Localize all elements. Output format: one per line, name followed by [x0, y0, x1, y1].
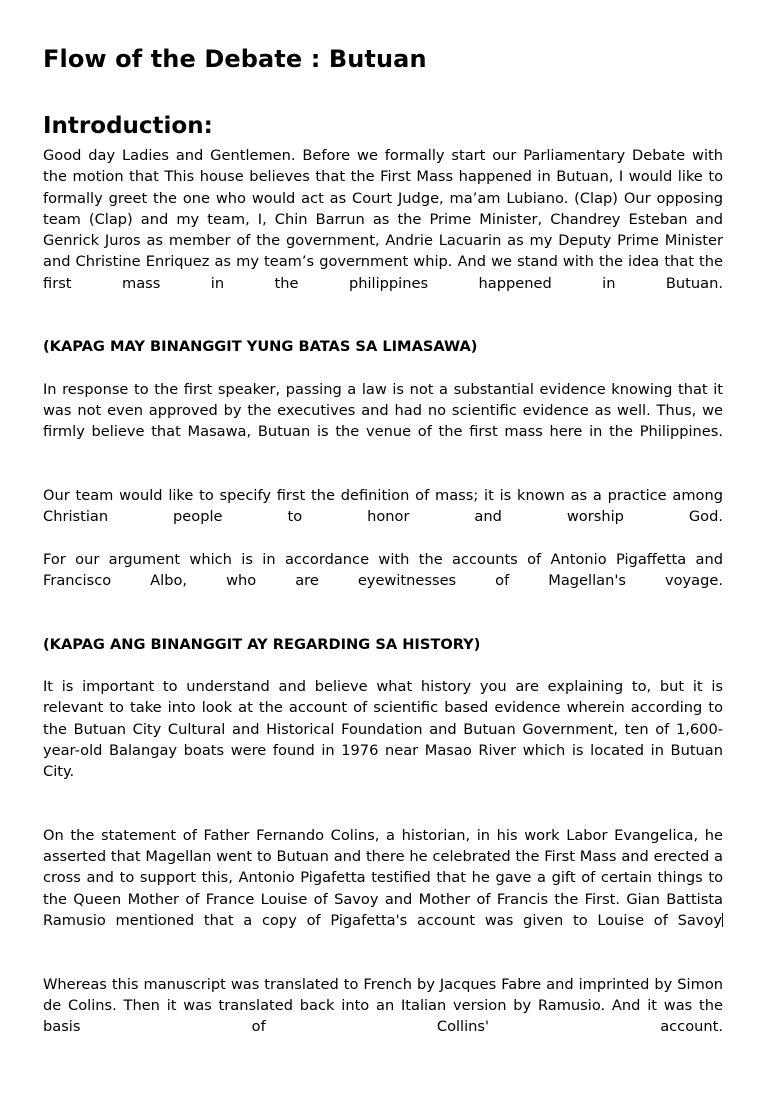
subheading-limasawa: (KAPAG MAY BINANGGIT YUNG BATAS SA LIMASAWA) [43, 338, 478, 356]
spacer [43, 804, 723, 825]
paragraph-definition-of-mass: Our team would like to specify first the definition of mass; it is known as a practice among Christian people to honor and worship God. [43, 486, 723, 526]
spacer [43, 358, 723, 379]
spacer [43, 315, 723, 336]
spacer [43, 953, 723, 974]
paragraph-fernando-colins-text: On the statement of Father Fernando Colins, a historian, in his work Labor Evangelica, he asserted that Magellan went to Butuan and there he celebrated the First Mass and erected a cross and to support this, Antonio Pigafetta testified that he gave a gift of certain things to the Queen Mother of France Louise of Savoy and Mother of Francis the First. Gian Battista Ramusio mentioned that a copy of Pigafetta's account was given to Louise of Savoy [43, 826, 723, 929]
paragraph-fernando-colins [43, 825, 723, 953]
paragraph-pigaffetta-albo: For our argument which is in accordance with the accounts of Antonio Pigaffetta and Francisco Albo, who are eyewitnesses of Magellan's voyage. [43, 550, 723, 590]
spacer [43, 655, 723, 676]
document-title: Flow of the Debate : Butuan [43, 45, 427, 73]
text-caret [722, 913, 723, 927]
spacer [43, 464, 723, 485]
paragraph-manuscript-translation: Whereas this manuscript was translated to French by Jacques Fabre and imprinted by Simon de Colins. Then it was translated back into an Italian version by Ramusio. And it was the basis of Collins' account. [43, 975, 723, 1036]
subheading-history: (KAPAG ANG BINANGGIT AY REGARDING SA HISTORY) [43, 635, 481, 653]
paragraph-response-first-speaker: In response to the first speaker, passing a law is not a substantial evidence knowing that it was not even approved by the executives and had no scientific evidence as well. Thus, we firmly believe that Masawa, Butuan is the venue of the first mass here in the Philippines. [43, 380, 723, 441]
spacer [43, 613, 723, 634]
paragraph-balangay-boats: It is important to understand and believe what history you are explaining to, but it is relevant to take into look at the account of scientific based evidence wherein according to the Butuan City Cultural and Historical Foundation and Butuan Government, ten of 1,600-year-old Balangay boats were found in 1976 near Masao River which is located in Butuan City. [43, 677, 723, 781]
paragraph-introduction: Good day Ladies and Gentlemen. Before we formally start our Parliamentary Debate with the motion that This house believes that the First Mass happened in Butuan, I would like to formally greet the one who would act as Court Judge, ma’am Lubiano. (Clap) Our opposing team (Clap) and my team, I, Chin Barrun as the Prime Minister, Chandrey Esteban and Genrick Juros as member of the government, Andrie Lacuarin as my Deputy Prime Minister and Christine Enriquez as my team’s government whip. And we stand with the idea that the first mass in the philippines happened in Butuan. [43, 147, 723, 292]
section-heading-introduction: Introduction: [43, 113, 213, 139]
